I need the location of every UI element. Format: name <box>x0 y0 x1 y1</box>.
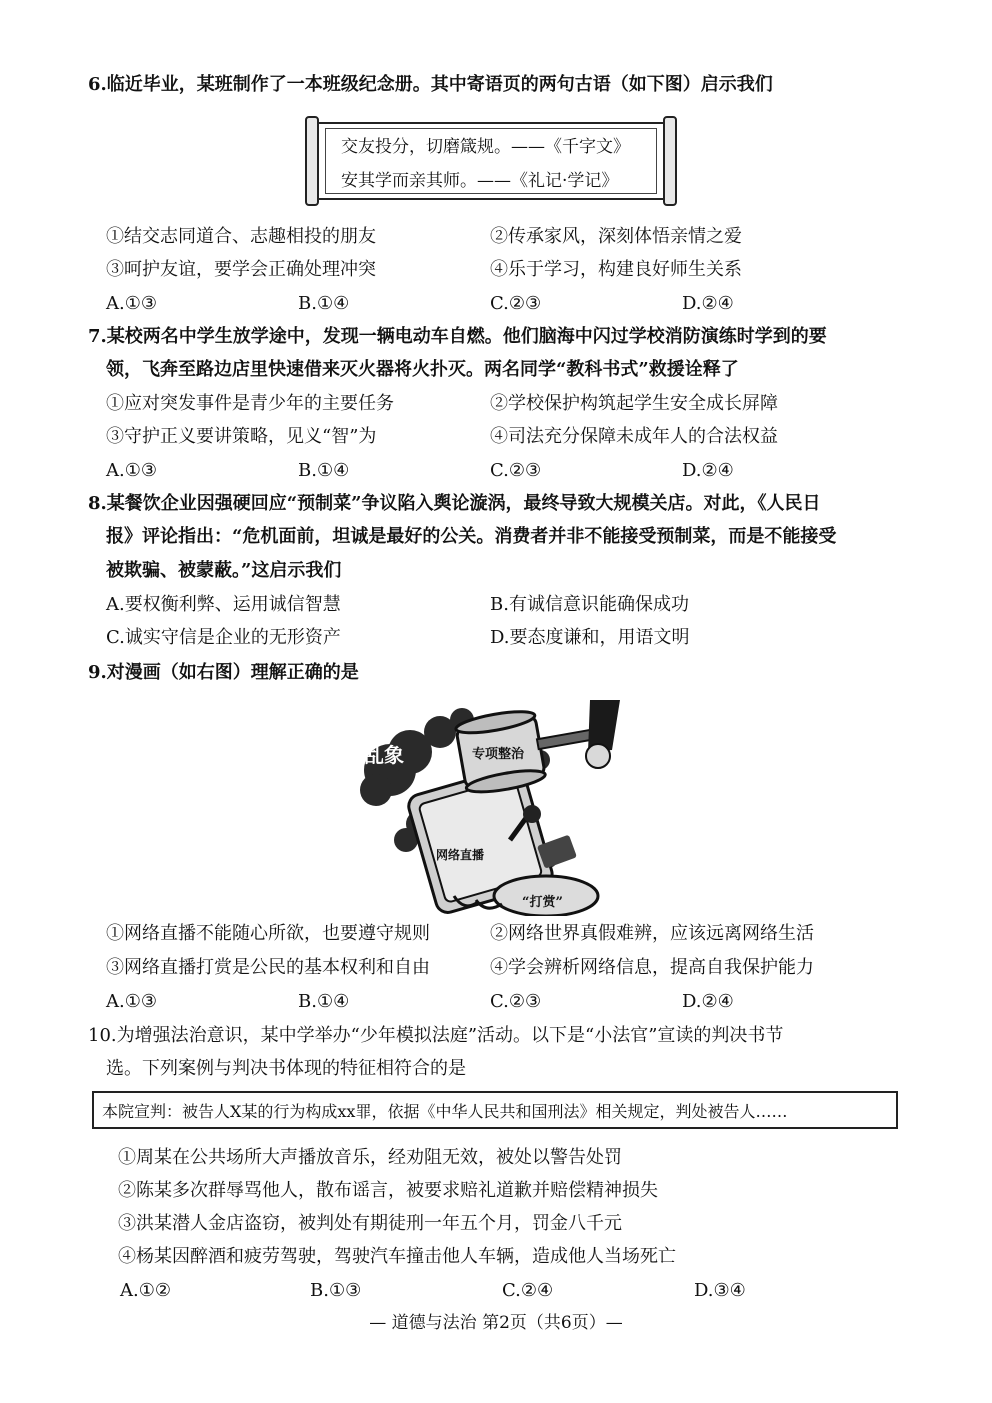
q10-item-3: ③洪某潜人金店盗窃，被判处有期徒刑一年五个月，罚金八千元 <box>118 1213 622 1234</box>
q7-item-1: ①应对突发事件是青少年的主要任务 <box>106 393 394 414</box>
scroll-roll-left <box>305 116 319 206</box>
q7-choice-c[interactable]: C.②③ <box>490 460 542 481</box>
cartoon-label-tip: “打赏” <box>522 895 563 910</box>
q8-stem-2: 报》评论指出：“危机面前，坦诚是最好的公关。消费者并非不能接受预制菜，而是不能接受 <box>106 526 837 547</box>
q9-item-3: ③网络直播打赏是公民的基本权利和自由 <box>106 957 430 978</box>
q8-choice-a[interactable]: A.要权衡利弊、运用诚信智慧 <box>106 594 341 615</box>
q9-choice-a[interactable]: A.①③ <box>106 991 157 1012</box>
q6-item-1: ①结交志同道合、志趣相投的朋友 <box>106 226 376 247</box>
q10-item-1: ①周某在公共场所大声播放音乐，经劝阻无效，被处以警告处罚 <box>118 1147 622 1168</box>
q6-quote-1: 交友投分，切磨箴规。——《千字文》 <box>341 137 630 157</box>
q7-choice-d[interactable]: D.②④ <box>682 460 734 481</box>
q10-choice-a[interactable]: A.①② <box>120 1280 171 1301</box>
q10-item-2: ②陈某多次群辱骂他人，散布谣言，被要求赔礼道歉并赔偿精神损失 <box>118 1180 658 1201</box>
q6-stem: 6.临近毕业，某班制作了一本班级纪念册。其中寄语页的两句古语（如下图）启示我们 <box>88 74 773 95</box>
verdict-text: 本院宣判：被告人X某的行为构成xx罪，依据《中华人民共和国刑法》相关规定，判处被告人…… <box>102 1102 788 1121</box>
q6-item-4: ④乐于学习，构建良好师生关系 <box>490 259 742 280</box>
q10-choice-b[interactable]: B.①③ <box>310 1280 362 1301</box>
scroll-roll-right <box>663 116 677 206</box>
q7-choice-a[interactable]: A.①③ <box>106 460 157 481</box>
q9-item-1: ①网络直播不能随心所欲，也要遵守规则 <box>106 923 430 944</box>
q10-item-4: ④杨某因醉酒和疲劳驾驶，驾驶汽车撞击他人车辆，造成他人当场死亡 <box>118 1246 676 1267</box>
q6-item-3: ③呵护友谊，要学会正确处理冲突 <box>106 259 376 280</box>
q9-stem: 9.对漫画（如右图）理解正确的是 <box>88 662 359 683</box>
q10-choice-c[interactable]: C.②④ <box>502 1280 554 1301</box>
q7-choice-b[interactable]: B.①④ <box>298 460 350 481</box>
q7-item-4: ④司法充分保障未成年人的合法权益 <box>490 426 778 447</box>
q7-stem-1: 7.某校两名中学生放学途中，发现一辆电动车自燃。他们脑海中闪过学校消防演练时学到的要 <box>88 326 827 347</box>
verdict-box <box>92 1091 898 1129</box>
q6-quote-2: 安其学而亲其师。——《礼记·学记》 <box>341 171 619 191</box>
q9-item-4: ④学会辨析网络信息，提高自我保护能力 <box>490 957 814 978</box>
q10-stem-1: 10.为增强法治意识，某中学举办“少年模拟法庭”活动。以下是“小法官”宣读的判决书节 <box>88 1025 784 1046</box>
q9-choice-c[interactable]: C.②③ <box>490 991 542 1012</box>
q9-choice-b[interactable]: B.①④ <box>298 991 350 1012</box>
cartoon-label-rectify: 专项整治 <box>472 747 525 762</box>
cartoon-label-livestream: 网络直播 <box>436 848 485 862</box>
q10-stem-2: 选。下列案例与判决书体现的特征相符合的是 <box>106 1058 466 1079</box>
q7-stem-2: 领，飞奔至路边店里快速借来灭火器将火扑灭。两名同学“教科书式”救援诠释了 <box>106 359 739 380</box>
q6-item-2: ②传承家风，深刻体悟亲情之爱 <box>490 226 742 247</box>
q10-choice-d[interactable]: D.③④ <box>694 1280 746 1301</box>
q6-choice-b[interactable]: B.①④ <box>298 293 350 314</box>
q6-choice-d[interactable]: D.②④ <box>682 293 734 314</box>
cartoon-illustration <box>350 690 640 916</box>
q8-choice-c[interactable]: C.诚实守信是企业的无形资产 <box>106 627 341 648</box>
scroll-quote-box <box>305 116 677 206</box>
q8-choice-b[interactable]: B.有诚信意识能确保成功 <box>490 594 689 615</box>
q7-item-2: ②学校保护构筑起学生安全成长屏障 <box>490 393 778 414</box>
q6-choice-a[interactable]: A.①③ <box>106 293 157 314</box>
page-footer: — 道德与法治 第2页（共6页）— <box>369 1313 623 1333</box>
q6-choice-c[interactable]: C.②③ <box>490 293 542 314</box>
q9-item-2: ②网络世界真假难辨，应该远离网络生活 <box>490 923 814 944</box>
cartoon-svg <box>350 690 640 916</box>
q8-stem-3: 被欺骗、被蒙蔽。”这启示我们 <box>106 560 342 581</box>
q7-item-3: ③守护正义要讲策略，见义“智”为 <box>106 426 377 447</box>
cartoon-label-chaos: 乱象 <box>364 743 404 767</box>
q9-choice-d[interactable]: D.②④ <box>682 991 734 1012</box>
q8-choice-d[interactable]: D.要态度谦和，用语文明 <box>490 627 690 648</box>
q8-stem-1: 8.某餐饮企业因强硬回应“预制菜”争议陷入舆论漩涡，最终导致大规模关店。对此，《人民日 <box>88 493 821 514</box>
